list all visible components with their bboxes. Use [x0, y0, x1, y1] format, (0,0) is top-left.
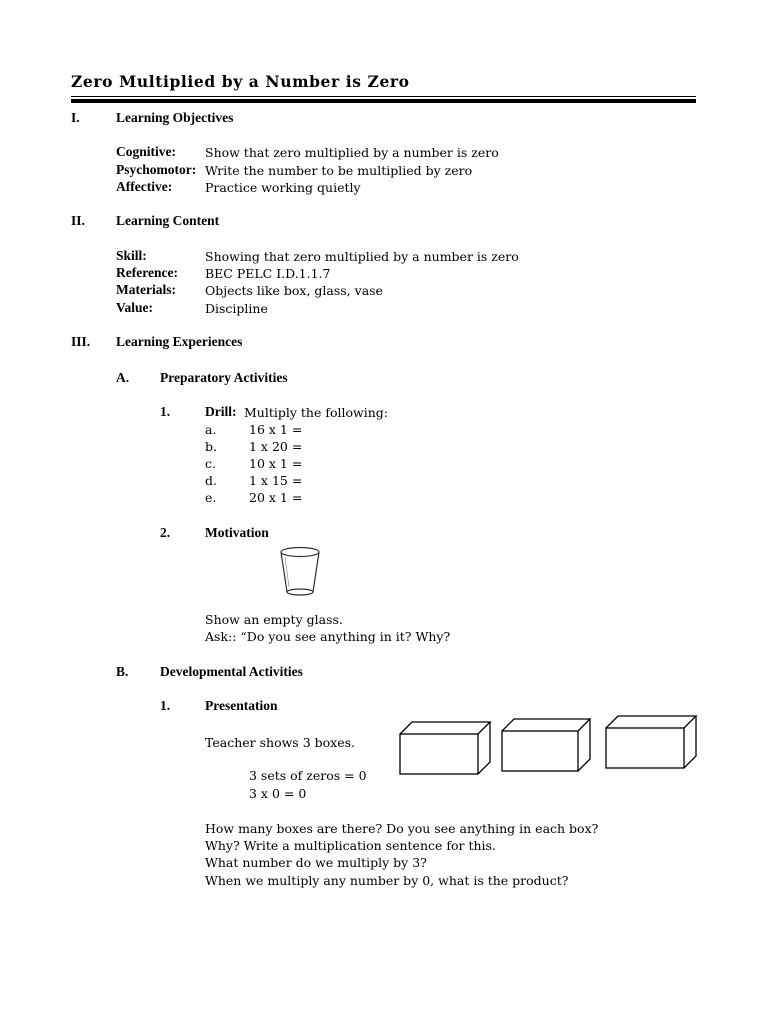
drill-item-expression: 1 x 15 = [249, 473, 303, 488]
presentation-intro: Teacher shows 3 boxes. [205, 735, 355, 750]
content-label: Reference: [116, 265, 178, 280]
presentation-label: Presentation [205, 698, 278, 713]
section-number: I. [71, 110, 80, 125]
title-rule-thin [71, 96, 696, 97]
presentation-question: Why? Write a multiplication sentence for this. [205, 838, 496, 853]
motivation-question: Ask:: “Do you see anything in it? Why? [205, 629, 451, 644]
subsection-heading-developmental: Developmental Activities [160, 664, 303, 679]
item-number: 2. [160, 525, 171, 540]
drill-label: Drill: [205, 404, 237, 419]
drill-item-expression: 10 x 1 = [249, 456, 303, 471]
subsection-letter: B. [116, 664, 129, 679]
box-icon [502, 719, 590, 771]
objective-label: Affective: [116, 179, 173, 194]
empty-glass-illustration [278, 545, 324, 599]
drill-item-letter: c. [205, 456, 216, 471]
drill-item-letter: b. [205, 439, 217, 454]
objective-value: Practice working quietly [205, 180, 361, 195]
section-number: II. [71, 213, 85, 228]
item-number: 1. [160, 404, 171, 419]
box-icon [400, 722, 490, 774]
drill-item-expression: 20 x 1 = [249, 490, 303, 505]
presentation-question: What number do we multiply by 3? [205, 855, 427, 870]
objective-label: Psychomotor: [116, 162, 197, 177]
presentation-question: How many boxes are there? Do you see anything in each box? [205, 821, 599, 836]
content-value: Objects like box, glass, vase [205, 283, 383, 298]
subsection-letter: A. [116, 370, 130, 385]
content-label: Value: [116, 300, 154, 315]
presentation-question: When we multiply any number by 0, what is the product? [205, 873, 569, 888]
equation-line: 3 x 0 = 0 [249, 786, 307, 801]
drill-instruction: Multiply the following: [244, 405, 388, 420]
drill-item-letter: a. [205, 422, 217, 437]
motivation-line: Show an empty glass. [205, 612, 343, 627]
document-title: Zero Multiplied by a Number is Zero [71, 72, 410, 91]
content-label: Materials: [116, 282, 176, 297]
equation-line: 3 sets of zeros = 0 [249, 768, 367, 783]
content-value: Discipline [205, 301, 268, 316]
objective-value: Show that zero multiplied by a number is zero [205, 145, 499, 160]
three-boxes-illustration [396, 712, 702, 780]
drill-item-expression: 1 x 20 = [249, 439, 303, 454]
title-rule [71, 99, 696, 103]
section-heading-objectives: Learning Objectives [116, 110, 234, 125]
drill-item-letter: e. [205, 490, 217, 505]
section-heading-content: Learning Content [116, 213, 220, 228]
content-label: Skill: [116, 248, 147, 263]
motivation-label: Motivation [205, 525, 269, 540]
content-value: Showing that zero multiplied by a number is zero [205, 249, 519, 264]
objective-label: Cognitive: [116, 144, 176, 159]
drill-item-letter: d. [205, 473, 217, 488]
item-number: 1. [160, 698, 171, 713]
objective-value: Write the number to be multiplied by zero [205, 163, 473, 178]
section-number: III. [71, 334, 91, 349]
subsection-heading-preparatory: Preparatory Activities [160, 370, 288, 385]
content-value: BEC PELC I.D.1.1.7 [205, 266, 331, 281]
section-heading-experiences: Learning Experiences [116, 334, 243, 349]
drill-item-expression: 16 x 1 = [249, 422, 303, 437]
box-icon [606, 716, 696, 768]
